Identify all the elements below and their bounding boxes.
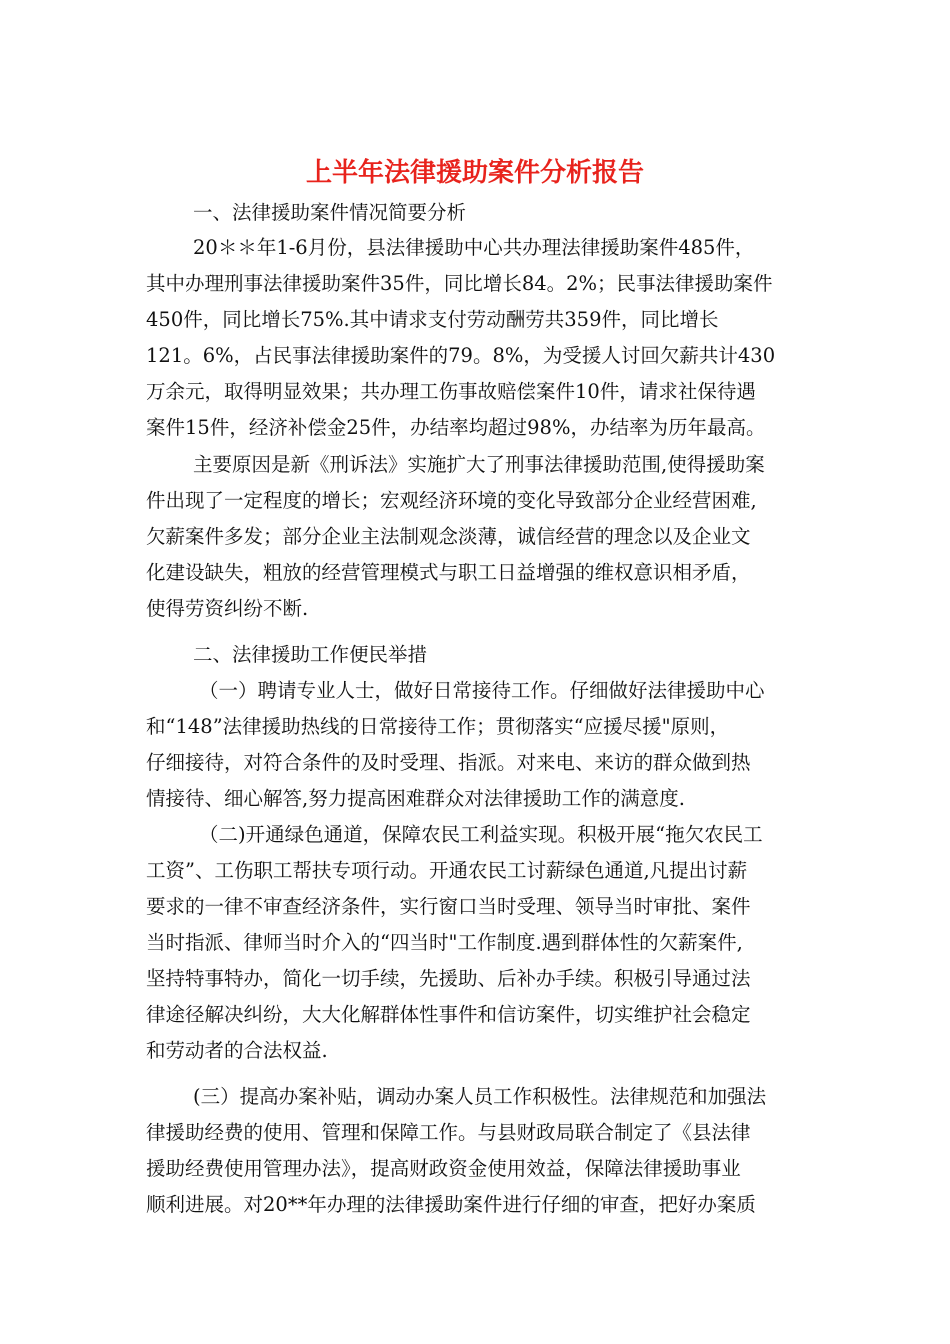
section-heading-1: 一、法律援助案件情况简要分析 [193, 201, 467, 224]
paragraph-line: (三）提高办案补贴，调动办案人员工作积极性。法律规范和加强法 [193, 1085, 767, 1108]
paragraph-line: （一）聘请专业人士，做好日常接待工作。仔细做好法律援助中心 [199, 679, 765, 702]
paragraph-line: 情接待、细心解答,努力提高困难群众对法律援助工作的满意度. [146, 787, 685, 810]
paragraph-line: 当时指派、律师当时介入的“四当时"工作制度.遇到群体性的欠薪案件, [146, 931, 743, 954]
paragraph-line: 工资”、工伤职工帮扶专项行动。开通农民工讨薪绿色通道,凡提出讨薪 [146, 859, 748, 882]
paragraph-line: 和“148”法律援助热线的日常接待工作；贯彻落实“应援尽援"原则， [146, 715, 730, 738]
paragraph-line: 450件，同比增长75%.其中请求支付劳动酬劳共359件，同比增长 [146, 308, 719, 331]
paragraph-line: 万余元，取得明显效果；共办理工伤事故赔偿案件10件，请求社保待遇 [146, 380, 756, 403]
paragraph-line: 121。6%，占民事法律援助案件的79。8%，为受援人讨回欠薪共计430 [146, 344, 776, 367]
paragraph-line: 主要原因是新《刑诉法》实施扩大了刑事法律援助范围,使得援助案 [193, 453, 765, 476]
paragraph-line: 要求的一律不审查经济条件，实行窗口当时受理、领导当时审批、案件 [146, 895, 751, 918]
paragraph-line: （二)开通绿色通道，保障农民工利益实现。积极开展“拖欠农民工 [199, 823, 763, 846]
paragraph-line: 化建设缺失，粗放的经营管理模式与职工日益增强的维权意识相矛盾， [146, 561, 751, 584]
document-title: 上半年法律援助案件分析报告 [305, 158, 644, 188]
paragraph-line: 20＊＊年1-6月份，县法律援助中心共办理法律援助案件485件， [193, 236, 755, 259]
paragraph-line: 援助经费使用管理办法》，提高财政资金使用效益，保障法律援助事业 [146, 1157, 741, 1180]
paragraph-line: 律援助经费的使用、管理和保障工作。与县财政局联合制定了《县法律 [146, 1121, 751, 1144]
paragraph-line: 其中办理刑事法律援助案件35件，同比增长84。2%；民事法律援助案件 [146, 272, 773, 295]
paragraph-line: 案件15件，经济补偿金25件，办结率均超过98%，办结率为历年最高。 [146, 416, 766, 439]
paragraph-line: 律途径解决纠纷，大大化解群体性事件和信访案件，切实维护社会稳定 [146, 1003, 751, 1026]
paragraph-line: 仔细接待，对符合条件的及时受理、指派。对来电、来访的群众做到热 [146, 751, 751, 774]
paragraph-line: 欠薪案件多发；部分企业主法制观念淡薄，诚信经营的理念以及企业文 [146, 525, 751, 548]
paragraph-line: 坚持特事特办，简化一切手续，先援助、后补办手续。积极引导通过法 [146, 967, 751, 990]
paragraph-line: 件出现了一定程度的增长；宏观经济环境的变化导致部分企业经营困难, [146, 489, 757, 512]
paragraph-line: 使得劳资纠纷不断. [146, 597, 309, 620]
section-heading-2: 二、法律援助工作便民举措 [193, 643, 428, 666]
paragraph-line: 和劳动者的合法权益. [146, 1039, 328, 1062]
paragraph-line: 顺利进展。对20**年办理的法律援助案件进行仔细的审查，把好办案质 [146, 1193, 756, 1216]
